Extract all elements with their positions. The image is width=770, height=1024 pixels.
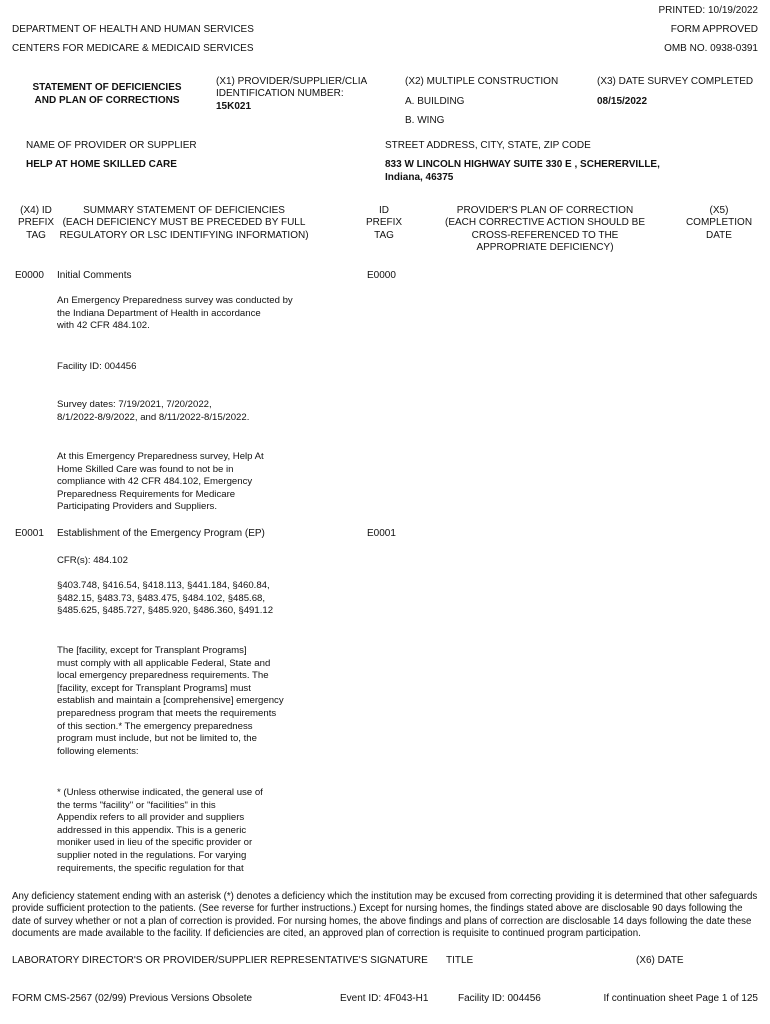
summary-header — [56, 205, 312, 242]
printed-date: PRINTED: 10/19/2022 — [658, 5, 758, 16]
x4-header-line: PREFIX — [17, 217, 55, 229]
event-id: Event ID: 4F043-H1 — [340, 993, 429, 1004]
x3-value: 08/15/2022 — [597, 96, 648, 107]
x5-header — [680, 205, 758, 242]
title-label: TITLE — [446, 955, 474, 966]
x6-date-label: (X6) DATE — [636, 955, 684, 966]
entry-paragraph: * (Unless otherwise indicated, the general use of the terms "facility" or "facilities" in this Appendix refers to all provider and suppliers addressed in this appendix. This is a generic moniker used in lieu of the specific provider or supplier noted in the regulations. For varying requirements, the specific regulation for that — [57, 787, 263, 874]
form-number: FORM CMS-2567 (02/99) Previous Versions Obsolete — [12, 993, 253, 1004]
entry-title: Establishment of the Emergency Program (EP) — [57, 528, 265, 539]
entry-title: Initial Comments — [57, 270, 132, 281]
entry-paragraph: At this Emergency Preparedness survey, Help At Home Skilled Care was found to not be in compliance with 42 CFR 484.102, Emergency Preparedness Requirements for Medicare Participating Providers and Suppliers. — [57, 451, 264, 513]
centers-name: CENTERS FOR MEDICARE & MEDICAID SERVICES — [12, 43, 254, 54]
entry-paragraph: Survey dates: 7/19/2021, 7/20/2022, 8/1/2022-8/9/2022, and 8/11/2022-8/15/2022. — [57, 399, 250, 423]
plan-header-line: APPROPRIATE DEFICIENCY) — [476, 241, 614, 253]
summary-header-line: SUMMARY STATEMENT OF DEFICIENCIES — [83, 205, 285, 216]
x4-header-line: (X4) ID — [20, 205, 52, 216]
entry-id-tag: E0000 — [367, 270, 396, 281]
plan-header-line: (EACH CORRECTIVE ACTION SHOULD BE — [444, 217, 646, 229]
facility-id: Facility ID: 004456 — [458, 993, 541, 1004]
x3-label: (X3) DATE SURVEY COMPLETED — [597, 76, 754, 87]
x1-value: 15K021 — [216, 101, 252, 112]
form-approved: FORM APPROVED — [670, 24, 758, 35]
id-header-line: ID — [379, 205, 389, 216]
address-line2: Indiana, 46375 — [385, 172, 454, 183]
department-name: DEPARTMENT OF HEALTH AND HUMAN SERVICES — [12, 24, 254, 35]
x2-wing: B. WING — [405, 115, 445, 126]
x1-label-line2: IDENTIFICATION NUMBER: — [216, 88, 344, 99]
id-header — [356, 205, 412, 242]
provider-name-label: NAME OF PROVIDER OR SUPPLIER — [26, 140, 197, 151]
entry-id-tag: E0001 — [367, 528, 396, 539]
plan-header-line: PROVIDER'S PLAN OF CORRECTION — [456, 205, 634, 216]
omb-number: OMB NO. 0938-0391 — [664, 43, 758, 54]
x5-header-line: COMPLETION — [685, 217, 753, 229]
address-line1: 833 W LINCOLN HIGHWAY SUITE 330 E , SCHERERVILLE, — [385, 159, 660, 170]
x5-header-line: (X5) — [709, 205, 729, 216]
disclaimer: Any deficiency statement ending with an asterisk (*) denotes a deficiency which the institution may be excused from correcting providing it is determined that other safeguards provide sufficient protection to the patients. (See reverse for further instructions.) Except for nursing homes, the findings stated above are disclosable 90 days following the date of survey whether or not a plan of correction is provided. For nursing homes, the above findings and plans of correction are disclosable 14 days following the date these documents are made available to the facility. If deficiencies are cited, an approved plan of correction is requisite to continued program participation. — [12, 891, 758, 939]
x2-label: (X2) MULTIPLE CONSTRUCTION — [405, 76, 559, 87]
id-header-line: TAG — [374, 229, 394, 241]
entry-paragraph: Facility ID: 004456 — [57, 361, 137, 372]
entry-paragraph: §403.748, §416.54, §418.113, §441.184, §460.84, §482.15, §483.73, §483.475, §484.102, §485.68, §485.625, §485.727, §485.920, §486.360, §491.12 — [57, 580, 274, 617]
signature-label: LABORATORY DIRECTOR'S OR PROVIDER/SUPPLIER REPRESENTATIVE'S SIGNATURE — [12, 955, 428, 966]
summary-header-line: (EACH DEFICIENCY MUST BE PRECEDED BY FULL — [62, 217, 306, 229]
plan-header — [424, 205, 666, 254]
x2-building: A. BUILDING — [405, 96, 465, 107]
entry-paragraph: The [facility, except for Transplant Programs] must comply with all applicable Federal, State and local emergency preparedness requirements. The [facility, except for Transplant Programs] must establish and maintain a [comprehensive] emergency preparedness program that meets the requirements of this section.* The emergency preparedness program must include, but not be limited to, the following elements: — [57, 645, 284, 757]
entry-tag: E0000 — [15, 270, 44, 281]
statement-title-line1: STATEMENT OF DEFICIENCIES — [32, 82, 182, 93]
x4-header-line: TAG — [26, 229, 46, 241]
id-header-line: PREFIX — [365, 217, 403, 229]
x1-label-line1: (X1) PROVIDER/SUPPLIER/CLIA — [216, 76, 368, 87]
entry-tag: E0001 — [15, 528, 44, 539]
address-label: STREET ADDRESS, CITY, STATE, ZIP CODE — [385, 140, 591, 151]
entry-paragraph: CFR(s): 484.102 — [57, 555, 128, 566]
entry-paragraph: An Emergency Preparedness survey was conducted by the Indiana Department of Health in accordance with 42 CFR 484.102. — [57, 295, 293, 332]
plan-header-line: CROSS-REFERENCED TO THE — [471, 229, 619, 241]
provider-name-value: HELP AT HOME SKILLED CARE — [26, 159, 177, 170]
summary-header-line: REGULATORY OR LSC IDENTIFYING INFORMATION) — [59, 229, 309, 241]
page-indicator: If continuation sheet Page 1 of 125 — [603, 993, 758, 1004]
x5-header-line: DATE — [706, 229, 732, 241]
statement-title-line2: AND PLAN OF CORRECTIONS — [34, 95, 180, 106]
